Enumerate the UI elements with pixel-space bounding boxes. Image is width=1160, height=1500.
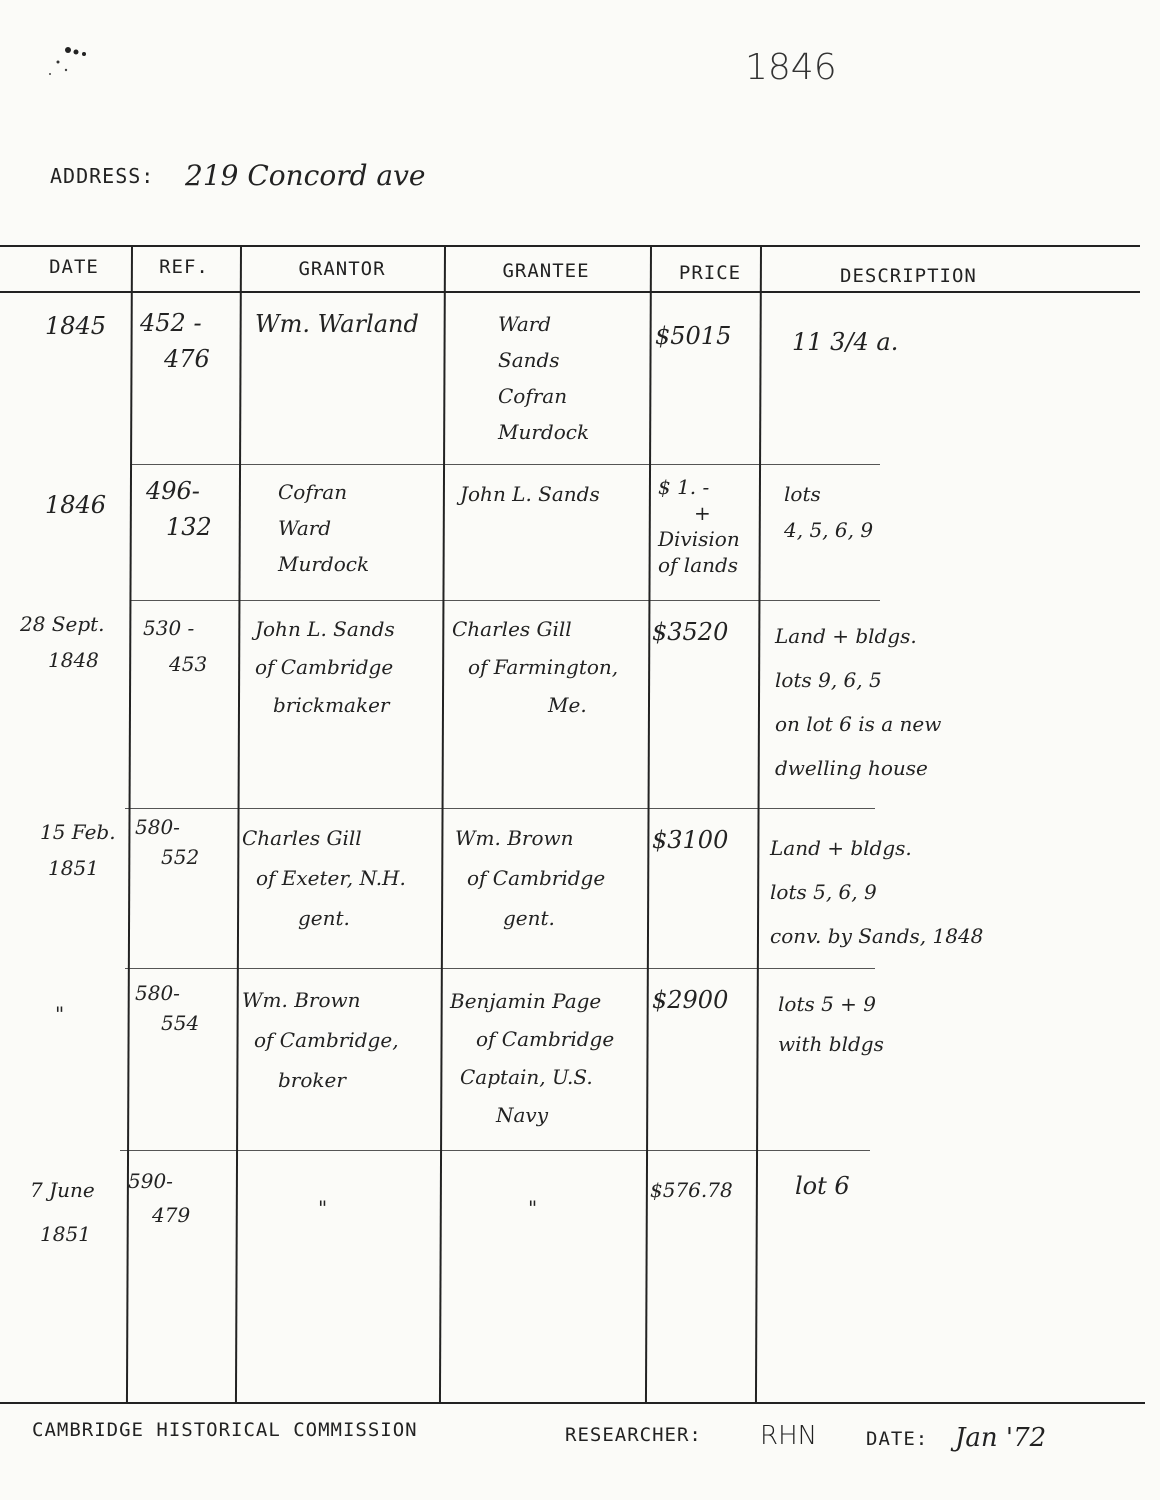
- row5-grantee: Benjamin Page of Cambridge Captain, U.S. Navy: [450, 989, 615, 1127]
- row3-grantor: John L. Sands of Cambridge brickmaker: [255, 617, 395, 717]
- row3-grantee: Charles Gill of Farmington, Me.: [452, 617, 619, 717]
- row5-grantor: Wm. Brown of Cambridge, broker: [242, 988, 399, 1092]
- row6-grantee: ": [528, 1196, 538, 1220]
- row1-description: 11 3/4 a.: [792, 328, 899, 356]
- ink-smudge-mark: [28, 40, 98, 90]
- row5-date: ": [55, 1002, 65, 1026]
- row6-price: $576.78: [650, 1178, 733, 1202]
- address-value: 219 Concord ave: [185, 159, 426, 192]
- row2-date: 1846: [45, 491, 107, 519]
- column-header-price: PRICE: [678, 262, 742, 284]
- year-stamp: 1846: [745, 47, 837, 88]
- table-bottom-rule: [0, 1402, 1145, 1404]
- column-header-description: DESCRIPTION: [840, 265, 977, 287]
- row1-ref: 452 - 476: [140, 309, 210, 373]
- row5-description: lots 5 + 9 with bldgs: [778, 992, 884, 1056]
- row4-description: Land + bldgs. lots 5, 6, 9 conv. by Sands, 1848: [770, 836, 984, 948]
- researcher-initials: RHN: [760, 1421, 818, 1451]
- date-value: Jan '72: [955, 1423, 1047, 1453]
- row4-grantee: Wm. Brown of Cambridge gent.: [455, 826, 606, 930]
- row1-grantee: Ward Sands Cofran Murdock: [498, 312, 590, 444]
- row3-description: Land + bldgs. lots 9, 6, 5 on lot 6 is a new dwelling house: [775, 624, 942, 780]
- row3-price: $3520: [652, 618, 729, 646]
- row6-description: lot 6: [795, 1172, 850, 1200]
- row2-grantee: John L. Sands: [460, 482, 600, 506]
- date-label: DATE:: [866, 1428, 929, 1450]
- row1-date: 1845: [45, 312, 107, 340]
- row-divider: [130, 464, 880, 465]
- row4-ref: 580- 552: [135, 815, 200, 869]
- column-header-date: DATE: [49, 256, 99, 278]
- row2-description: lots 4, 5, 6, 9: [784, 482, 874, 542]
- commission-name: CAMBRIDGE HISTORICAL COMMISSION: [32, 1419, 418, 1441]
- row4-grantor: Charles Gill of Exeter, N.H. gent.: [242, 826, 406, 930]
- row2-price: $ 1. - + Division of lands: [658, 475, 740, 577]
- row1-price: $5015: [655, 322, 732, 350]
- row5-ref: 580- 554: [135, 981, 200, 1035]
- address-label: ADDRESS:: [50, 164, 155, 188]
- column-divider: [645, 246, 652, 1402]
- row-divider: [130, 600, 880, 601]
- column-divider: [235, 246, 242, 1402]
- row1-grantor: Wm. Warland: [255, 310, 419, 338]
- row4-price: $3100: [652, 826, 729, 854]
- row6-grantor: ": [318, 1196, 328, 1220]
- row2-ref: 496- 132: [146, 477, 212, 541]
- column-header-ref: REF.: [159, 256, 209, 278]
- column-header-grantee: GRANTEE: [502, 260, 590, 282]
- row6-ref: 590- 479: [128, 1169, 191, 1227]
- row3-date: 28 Sept. 1848: [20, 612, 105, 672]
- column-divider: [755, 246, 762, 1402]
- column-header-grantor: GRANTOR: [298, 258, 386, 280]
- row6-date: 7 June 1851: [30, 1178, 95, 1246]
- row3-ref: 530 - 453: [143, 616, 208, 676]
- row5-price: $2900: [652, 986, 729, 1014]
- row4-date: 15 Feb. 1851: [40, 820, 116, 880]
- row2-grantor: Cofran Ward Murdock: [278, 480, 370, 576]
- header-bottom-rule: [0, 291, 1140, 293]
- column-divider: [439, 246, 446, 1402]
- researcher-label: RESEARCHER:: [565, 1424, 702, 1446]
- table-top-rule: [0, 245, 1140, 247]
